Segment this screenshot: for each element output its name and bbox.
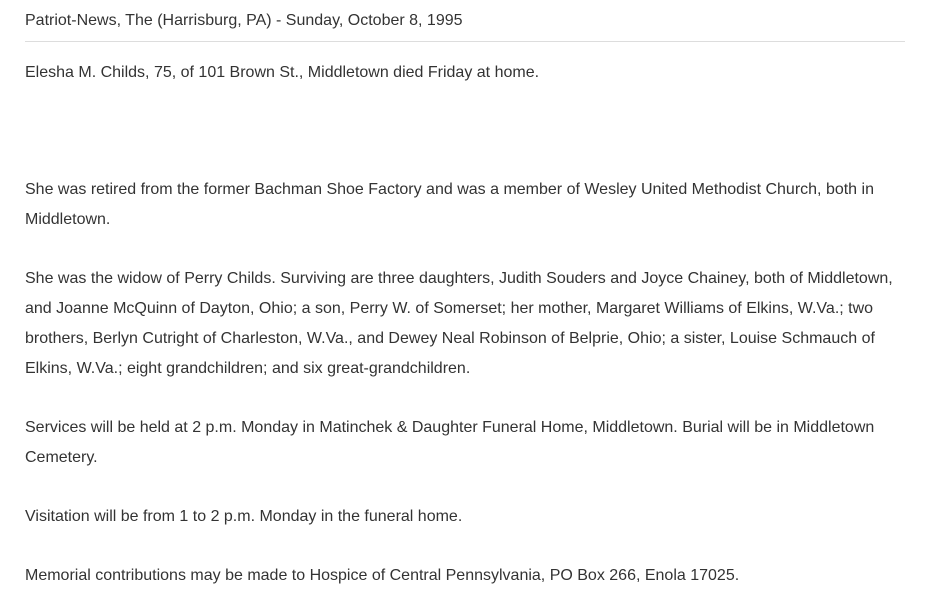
paragraph-career: She was retired from the former Bachman Shoe Factory and was a member of Wesley United Methodist Church, both in Middletown.: [25, 181, 874, 228]
paragraph-visitation: Visitation will be from 1 to 2 p.m. Monday in the funeral home.: [25, 508, 463, 525]
paragraph-survivors: She was the widow of Perry Childs. Surviving are three daughters, Judith Souders and Joyce Chainey, both of Middletown, and Joanne McQuinn of Dayton, Ohio; a son, Perry W. of Somerset; her mother, Margaret Williams of Elkins, W.Va.; two brothers, Berlyn Cutright of Charleston, W.Va., and Dewey Neal Robinson of Belprie, Ohio; a sister, Louise Schmauch of Elkins, W.Va.; eight grandchildren; and six great-grandchildren.: [25, 270, 893, 377]
paragraph-contributions: Memorial contributions may be made to Hospice of Central Pennsylvania, PO Box 266, Enola 17025.: [25, 567, 740, 584]
paragraph-intro: Elesha M. Childs, 75, of 101 Brown St., Middletown died Friday at home.: [25, 64, 540, 81]
publication-source-line: Patriot-News, The (Harrisburg, PA) - Sunday, October 8, 1995: [25, 0, 905, 42]
article-body: [25, 58, 905, 591]
obituary-article: [25, 0, 905, 591]
paragraph-services: Services will be held at 2 p.m. Monday in Matinchek & Daughter Funeral Home, Middletown. Burial will be in Middletown Cemetery.: [25, 419, 875, 466]
